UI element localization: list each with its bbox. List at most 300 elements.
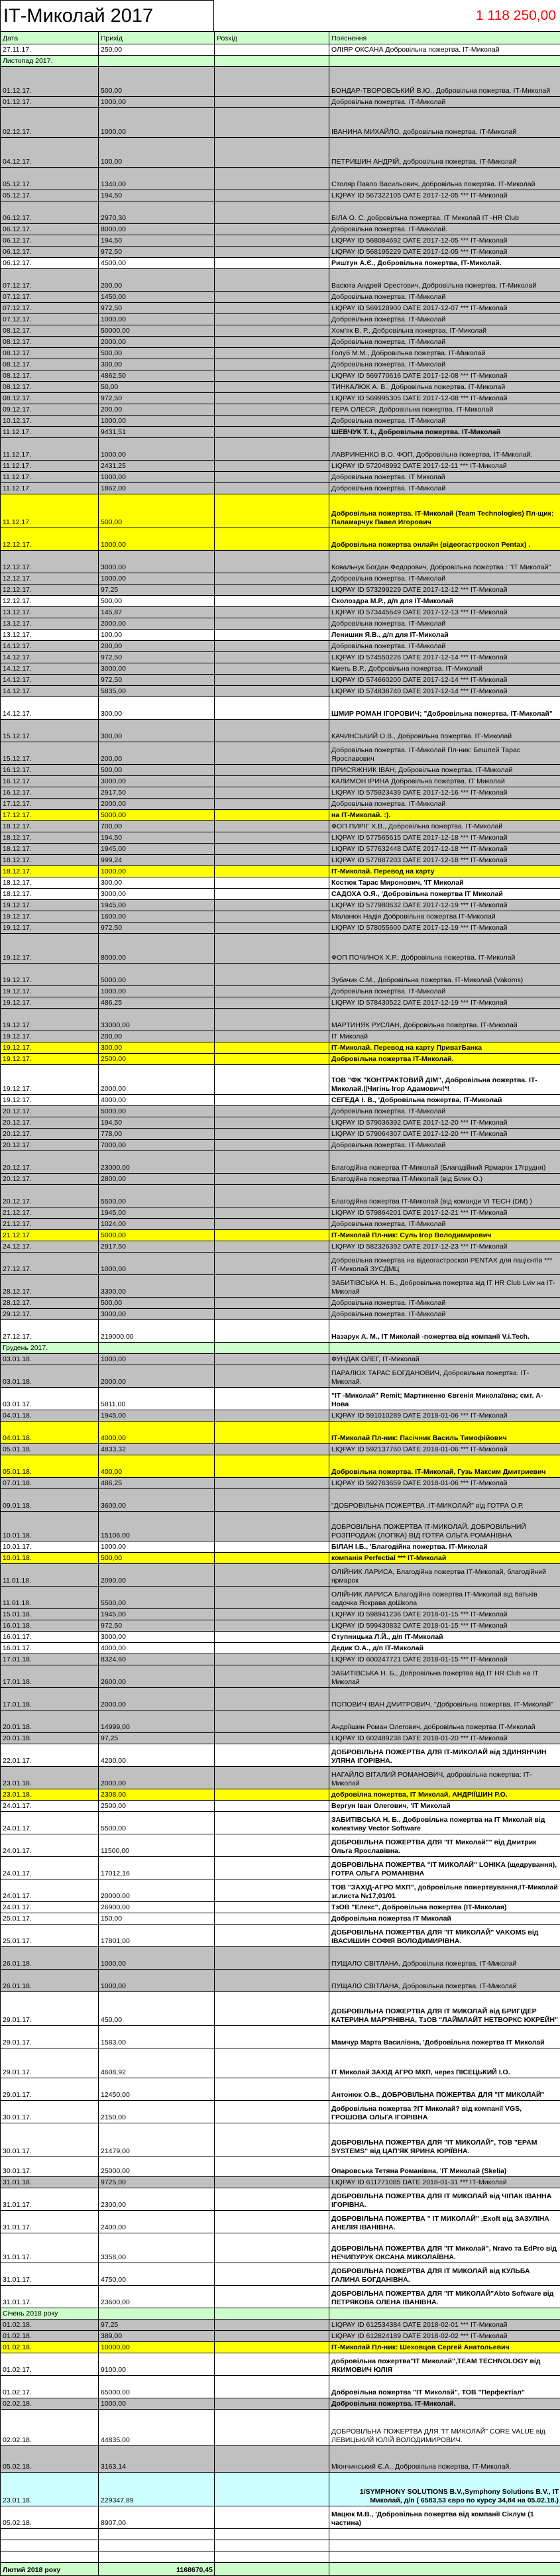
date-cell: 13.12.17. [1, 630, 99, 641]
expense-cell [215, 2473, 329, 2506]
table-row [1, 2320, 560, 2331]
expense-cell [215, 1812, 329, 1834]
expense-cell [215, 404, 329, 416]
expense-cell [215, 997, 329, 1009]
income-cell: 65000,00 [99, 2376, 215, 2398]
date-cell: 31.01.17. [1, 2233, 99, 2263]
income-cell: 300,00 [99, 697, 215, 720]
expense-cell [215, 720, 329, 742]
income-cell: 4000,00 [99, 1643, 215, 1654]
expense-cell [215, 2506, 329, 2529]
expense-cell [215, 1054, 329, 1065]
expense-cell [215, 1688, 329, 1710]
page-title: ІТ-Миколай 2017 [0, 0, 214, 31]
expense-cell [215, 889, 329, 900]
table-row [1, 1489, 560, 1512]
note-cell: LIQPAY ID 573299229 DATE 2017-12-12 *** ІТ-Миколай [329, 585, 560, 596]
expense-cell [215, 1230, 329, 1241]
date-cell: 11.12.17. [1, 438, 99, 461]
expense-cell [215, 1913, 329, 1925]
income-cell: 1000,00 [99, 986, 215, 997]
expense-cell [215, 1117, 329, 1129]
table-row [1, 866, 560, 877]
note-cell: Васюта Андрей Орестович, Добровільна пожертва. ІТ-Миколай [329, 269, 560, 292]
expense-cell [215, 2540, 329, 2551]
table-row [1, 2376, 560, 2398]
note-cell: Добровільна пожертва. ІТ-Миколай [329, 641, 560, 652]
expense-cell [215, 2551, 329, 2563]
date-cell: 27.12.17. [1, 1320, 99, 1343]
expense-cell [215, 2563, 329, 2576]
note-cell: ДОБРОВІЛЬНА ПОЖЕРТВА ДЛЯ "ІТ МИКОЛАЙ" CORE VALUE від ЛЕВИЦЬКИЙ ЮЛІЙ ВОЛОДИМИРОВИЧ. [329, 2410, 560, 2446]
income-cell: 1862,00 [99, 483, 215, 494]
note-cell: компанія Perfectial *** ІТ-Миколай [329, 1553, 560, 1564]
note-cell: ПЕТРИШИН АНДРІЙ, добровільна пожертва. ІТ-Миколай [329, 138, 560, 168]
income-cell: 200,00 [99, 269, 215, 292]
expense-cell [215, 641, 329, 652]
date-cell: 03.01.18. [1, 1365, 99, 1388]
date-cell: 06.12.17. [1, 258, 99, 269]
date-cell: 17.12.17. [1, 810, 99, 821]
note-cell: Добровільна пожертва "ІТ Миколай", ТОВ "Перфектіал" [329, 2376, 560, 2398]
table-row [1, 359, 560, 370]
income-cell: 999,24 [99, 855, 215, 866]
income-cell: 1000,00 [99, 866, 215, 877]
expense-cell [215, 1095, 329, 1106]
note-cell: Андріїшин Роман Олегович, добровільна пожертва ІТ-Миколай [329, 1710, 560, 1733]
table-row [1, 427, 560, 438]
date-cell: 08.12.17. [1, 359, 99, 370]
expense-cell [215, 2529, 329, 2540]
expense-cell [215, 821, 329, 832]
date-cell: 14.12.17. [1, 686, 99, 697]
income-cell: 300,00 [99, 720, 215, 742]
date-cell: 21.12.17. [1, 1230, 99, 1241]
note-cell: Кметь В.Р., Добровільна пожертва. ІТ-Миколай [329, 663, 560, 675]
note-cell: ІВАНИНА МИХАЙЛО, добровільна пожертва. ІТ-Миколай [329, 108, 560, 138]
income-cell: 194,50 [99, 235, 215, 247]
income-cell: 21479,00 [99, 2123, 215, 2157]
income-cell [99, 2308, 215, 2320]
table-row [1, 2123, 560, 2157]
table-row [1, 686, 560, 697]
income-cell: 2000,00 [99, 337, 215, 348]
income-cell: 9100,00 [99, 2353, 215, 2376]
note-cell: ЛАВРИНЕНКО В.О. ФОП, Добровільна пожертва, ІТ-Миколай. [329, 438, 560, 461]
table-row [1, 1241, 560, 1253]
date-cell: 18.12.17. [1, 866, 99, 877]
note-cell: LIQPAY ID 568195229 DATE 2017-12-05 *** ІТ-Миколай [329, 247, 560, 258]
date-cell: 05.02.18. [1, 2446, 99, 2473]
note-cell: добровілна пожертва, ІТ Миколай, АНДРІЇШИН Р.О. [329, 1789, 560, 1801]
expense-cell [215, 1031, 329, 1042]
expense-cell [215, 235, 329, 247]
income-cell: 3000,00 [99, 889, 215, 900]
table-row [1, 765, 560, 776]
table-row [1, 1643, 560, 1654]
income-cell: 1000,00 [99, 528, 215, 551]
table-row [1, 1733, 560, 1744]
income-cell: 5811,00 [99, 1388, 215, 1410]
table-row [1, 1902, 560, 1913]
note-cell: ОЛІЙНИК ЛАРИСА Благодійна пожертва ІТ-Миколай від батьків садочка Яскрава доШкола [329, 1587, 560, 1609]
date-cell: 19.12.17. [1, 1042, 99, 1054]
table-row [1, 742, 560, 765]
income-cell: 1168670,45 [99, 2563, 215, 2576]
expense-cell [215, 1767, 329, 1789]
expense-cell [215, 1654, 329, 1665]
note-cell: Добровільна пожертва. ІТ-Миколай [329, 359, 560, 370]
expense-cell [215, 190, 329, 201]
income-cell: 1450,00 [99, 292, 215, 303]
income-cell: 972,50 [99, 393, 215, 404]
expense-cell [215, 900, 329, 911]
expense-cell [215, 1879, 329, 1902]
expense-cell [215, 1947, 329, 1970]
income-cell: 1000,00 [99, 1354, 215, 1365]
table-row [1, 1444, 560, 1455]
date-cell: 16.01.18. [1, 1620, 99, 1632]
expense-cell [215, 1185, 329, 1207]
expense-cell [215, 1632, 329, 1643]
table-row [1, 1913, 560, 1925]
table-row [1, 1478, 560, 1489]
note-cell: LIQPAY ID 569995305 DATE 2017-12-08 *** ІТ-Миколай [329, 393, 560, 404]
expense-cell [215, 1320, 329, 1343]
note-cell: LIQPAY ID 579064307 DATE 2017-12-20 *** ІТ-Миколай [329, 1129, 560, 1140]
date-cell: 16.12.17. [1, 787, 99, 799]
expense-cell [215, 1541, 329, 1553]
table-row [1, 97, 560, 108]
note-cell: LIQPAY ID 577980632 DATE 2017-12-19 *** ІТ-Миколай [329, 900, 560, 911]
note-cell: Добровільна пожертва. ІТ Миколай [329, 472, 560, 483]
expense-cell [215, 2398, 329, 2410]
table-row [1, 821, 560, 832]
date-cell: 09.01.18. [1, 1489, 99, 1512]
table-row [1, 2188, 560, 2211]
income-cell: 4000,00 [99, 1095, 215, 1106]
note-cell: МАРТИНЯК РУСЛАН, Добровільна пожертва. ІТ-Миколай [329, 1009, 560, 1031]
table-row [1, 1553, 560, 1564]
date-cell: 29.01.17. [1, 2078, 99, 2101]
income-cell: 2000,00 [99, 1365, 215, 1388]
table-row [1, 2342, 560, 2353]
note-cell: Добровільна пожертва. ІТ-Миколай Пл-ник: Бешлей Тарас Ярославович [329, 742, 560, 765]
table-row [1, 1320, 560, 1343]
date-cell: 02.02.18. [1, 2398, 99, 2410]
date-cell: 19.12.17. [1, 1065, 99, 1095]
income-cell: 400,00 [99, 1455, 215, 1478]
note-cell: ПОПОВИЧ ІВАН ДМИТРОВИЧ, "Добровільна пожертва. ІТ-Миколай" [329, 1688, 560, 1710]
income-cell: 1000,00 [99, 314, 215, 325]
expense-cell [215, 224, 329, 235]
income-cell: 1000,00 [99, 1947, 215, 1970]
date-cell: 22.01.17. [1, 1744, 99, 1767]
note-cell: ПРИСЯЖНИК ІВАН, Добровільна пожертва. ІТ-Миколай [329, 765, 560, 776]
income-cell: 10000,00 [99, 2342, 215, 2353]
note-cell: САДОХА О.Я., 'Добровільна пожертва ІТ Миколай [329, 889, 560, 900]
date-cell: 24.01.17. [1, 1857, 99, 1879]
note-cell: Добровільна пожертва. ІТ-Миколай [329, 292, 560, 303]
expense-cell [215, 1042, 329, 1054]
income-cell: 3000,00 [99, 1632, 215, 1643]
date-cell: 31.01.17. [1, 2211, 99, 2233]
note-cell: Добровільна пожертва. ІТ-Миколай (Team Technologies) Пл-щик: Паламарчук Павел Игорович [329, 494, 560, 528]
date-cell: 05.01.18. [1, 1455, 99, 1478]
table-row [1, 618, 560, 630]
expense-cell [215, 2308, 329, 2320]
table-row [1, 1354, 560, 1365]
date-cell: 30.01.17. [1, 2101, 99, 2123]
table-row [1, 1970, 560, 1992]
note-cell: добровільна пожертва"ІТ Миколай",TEAM TECHNOLOGY від ЯКИМОВИЧ ЮЛІЯ [329, 2353, 560, 2376]
income-cell: 8324,60 [99, 1654, 215, 1665]
date-cell: 28.12.17. [1, 1298, 99, 1309]
grand-total: 1 118 250,00 [214, 0, 560, 31]
income-cell: 11500,00 [99, 1834, 215, 1857]
income-cell: 4833,32 [99, 1444, 215, 1455]
date-cell [1, 2529, 99, 2540]
note-cell: Ленишин Я.В., д/п для ІТ-Миколай [329, 630, 560, 641]
expense-cell [215, 2188, 329, 2211]
income-cell: 500,00 [99, 67, 215, 97]
date-cell: 01.02.17. [1, 2376, 99, 2398]
expense-cell [215, 1174, 329, 1185]
date-cell: 24.01.17. [1, 1834, 99, 1857]
date-cell: 19.12.17. [1, 997, 99, 1009]
table-row [1, 1207, 560, 1219]
income-cell: 23600,00 [99, 2286, 215, 2308]
table-row [1, 2048, 560, 2078]
date-cell: 16.12.17. [1, 776, 99, 787]
note-cell: Благодійна пожертва ІТ-Миколай (Благодійний Ярмарок 17грудня) [329, 1151, 560, 1174]
note-cell: Добровільна пожертва. ІТ-Миколай [329, 416, 560, 427]
expense-cell [215, 325, 329, 337]
expense-cell [215, 866, 329, 877]
expense-cell [215, 1620, 329, 1632]
date-cell: 06.12.17. [1, 235, 99, 247]
income-cell: 500,00 [99, 1298, 215, 1309]
income-cell: 1600,00 [99, 911, 215, 923]
date-cell: 20.01.18. [1, 1710, 99, 1733]
note-cell: ФОП ПОЧИНОК Х.Р., Добровільна пожертва. ІТ-Миколай [329, 934, 560, 964]
date-cell: 20.12.17. [1, 1106, 99, 1117]
expense-cell [215, 1207, 329, 1219]
expense-cell [215, 2101, 329, 2123]
table-row [1, 138, 560, 168]
income-cell: 97,25 [99, 585, 215, 596]
date-cell: 05.01.18. [1, 1444, 99, 1455]
expense-cell [215, 585, 329, 596]
note-cell: ОЛІЙНИК ЛАРИСА, Благодійна пожертва ІТ-Миколай, благодійний ярмарок [329, 1564, 560, 1587]
expense-cell [215, 1106, 329, 1117]
expense-cell [215, 787, 329, 799]
expense-cell [215, 1992, 329, 2026]
income-cell: 3358,00 [99, 2233, 215, 2263]
date-cell: 12.12.17. [1, 585, 99, 596]
date-cell: 12.12.17. [1, 528, 99, 551]
table-row [1, 889, 560, 900]
note-cell: Опаровська Тетяна Романівна, 'ІТ Миколай (Skelia) [329, 2157, 560, 2177]
income-cell: 20000,00 [99, 1879, 215, 1902]
note-cell: LIQPAY ID 578055600 DATE 2017-12-19 *** ІТ-Миколай [329, 923, 560, 934]
income-cell: 26900,00 [99, 1902, 215, 1913]
income-cell: 7000,00 [99, 1140, 215, 1151]
table-row [1, 2211, 560, 2233]
income-cell: 150,00 [99, 1913, 215, 1925]
note-cell: "ІТ -Миколай" Remit; Мартиненко Євгенія Миколаївна; смт. А-Нова [329, 1388, 560, 1410]
date-cell: 08.12.17. [1, 382, 99, 393]
expense-cell [215, 2078, 329, 2101]
date-cell: 05.02.18. [1, 2506, 99, 2529]
expense-cell [215, 1009, 329, 1031]
table-row [1, 1947, 560, 1970]
note-cell: 1/SYMPHONY SOLUTIONS B.V.,Symphony Solutions B.V., ІТ Миколай, д/п ( 6583,53 євро по курсу 34,84 на 05.02.18.) [329, 2473, 560, 2506]
table-row [1, 1879, 560, 1902]
income-cell: 1000,00 [99, 438, 215, 461]
income-cell: 5000,00 [99, 1106, 215, 1117]
date-cell: 01.02.18. [1, 2342, 99, 2353]
date-cell: 08.12.17. [1, 348, 99, 359]
income-cell: 12450,00 [99, 2078, 215, 2101]
date-cell: 07.12.17. [1, 269, 99, 292]
date-cell: 24.12.17. [1, 1241, 99, 1253]
income-cell: 200,00 [99, 404, 215, 416]
note-cell: Вергун Іван Олегович, 'ІТ Миколай [329, 1801, 560, 1812]
income-cell: 972,50 [99, 247, 215, 258]
date-cell: 16.12.17. [1, 765, 99, 776]
income-cell: 972,50 [99, 923, 215, 934]
income-cell: 500,00 [99, 494, 215, 528]
expense-cell [215, 1587, 329, 1609]
note-cell: БІЛА О. С. добровільна пожертва. ІТ Миколай ІТ -HR Club [329, 201, 560, 224]
income-cell: 2800,00 [99, 1174, 215, 1185]
date-cell: 28.12.17. [1, 1275, 99, 1298]
date-cell: 04.01.18. [1, 1410, 99, 1422]
date-cell: 30.01.17. [1, 2123, 99, 2157]
date-cell: 11.01.18. [1, 1587, 99, 1609]
date-cell: 02.02.18. [1, 2410, 99, 2446]
note-cell: ІТ-Миколай. Перевод на карту ПриватБанка [329, 1042, 560, 1054]
income-cell: 778,00 [99, 1129, 215, 1140]
income-cell: 972,50 [99, 303, 215, 314]
note-cell: LIQPAY ID 574660200 DATE 2017-12-14 *** ІТ-Миколай [329, 675, 560, 686]
expense-cell [215, 1789, 329, 1801]
expense-cell [215, 67, 329, 97]
income-cell: 300,00 [99, 1042, 215, 1054]
note-cell: ШЕВЧУК Т. І., Добровільна пожертва. ІТ-Миколай [329, 427, 560, 438]
date-cell: 17.01.18. [1, 1665, 99, 1688]
note-cell: Добровільна пожертва. ІТ-Миколай [329, 986, 560, 997]
expense-cell [215, 1643, 329, 1654]
date-cell: 16.01.17. [1, 1643, 99, 1654]
expense-cell [215, 382, 329, 393]
note-cell: ГЕРА ОЛЕСЯ, Добровільна пожертва. ІТ-Миколай [329, 404, 560, 416]
income-cell [99, 1343, 215, 1354]
expense-cell [215, 2263, 329, 2286]
income-cell: 500,00 [99, 765, 215, 776]
date-cell: 31.01.18. [1, 2177, 99, 2188]
date-cell: 04.01.18. [1, 1422, 99, 1444]
note-cell: СЕГЕДА І. В., 'Добровільна пожертва, ІТ-Миколай [329, 1095, 560, 1106]
income-cell: 229347,89 [99, 2473, 215, 2506]
income-cell: 3000,00 [99, 663, 215, 675]
date-cell [1, 2551, 99, 2563]
date-cell: 31.01.17. [1, 2263, 99, 2286]
table-row [1, 2506, 560, 2529]
note-cell: ІТ-Миколай. Перевод на карту [329, 866, 560, 877]
note-cell: Хом'як В. Р., Добровільна пожертва, ІТ-Миколай [329, 325, 560, 337]
income-cell: 2600,00 [99, 1665, 215, 1688]
date-cell: 23.01.18. [1, 2473, 99, 2506]
income-cell: 500,00 [99, 596, 215, 607]
income-cell: 3163,14 [99, 2446, 215, 2473]
table-row [1, 201, 560, 224]
income-cell: 9431,51 [99, 427, 215, 438]
expense-cell [215, 742, 329, 765]
table-row [1, 844, 560, 855]
note-cell: LIQPAY ID 602489238 DATE 2018-01-20 *** ІТ-Миколай [329, 1733, 560, 1744]
expense-cell [215, 1241, 329, 1253]
empty-row [1, 2540, 560, 2551]
expense-cell [215, 2123, 329, 2157]
table-row [1, 1422, 560, 1444]
income-cell: 219000,00 [99, 1320, 215, 1343]
expense-cell [215, 393, 329, 404]
income-cell: 2917,50 [99, 787, 215, 799]
table-row [1, 1054, 560, 1065]
month-section-row [1, 56, 560, 67]
expense-cell [215, 348, 329, 359]
table-row [1, 551, 560, 573]
date-cell: 18.12.17. [1, 877, 99, 889]
expense-cell [215, 1388, 329, 1410]
income-cell: 15106,00 [99, 1512, 215, 1541]
date-cell: 21.12.17. [1, 1219, 99, 1230]
date-cell: 20.12.17. [1, 1185, 99, 1207]
income-cell [99, 2529, 215, 2540]
income-cell: 97,25 [99, 2320, 215, 2331]
expense-cell [215, 923, 329, 934]
note-cell: LIQPAY ID 573445649 DATE 2017-12-13 *** ІТ-Миколай [329, 607, 560, 618]
date-cell: 03.01.18. [1, 1354, 99, 1365]
note-cell: ТзОВ "Елекс", Добровільна пожертва (ІТ-Миколая) [329, 1902, 560, 1913]
expense-cell [215, 663, 329, 675]
income-cell: 1000,00 [99, 573, 215, 585]
note-cell: LIQPAY ID 569770616 DATE 2017-12-08 *** ІТ-Миколай [329, 370, 560, 382]
note-cell: ТИНКАЛЮК А. В., Добровільна пожертва. ІТ-Миколай [329, 382, 560, 393]
expense-cell [215, 97, 329, 108]
date-cell: 14.12.17. [1, 675, 99, 686]
table-row [1, 641, 560, 652]
note-cell: ЗАБИТІВСЬКА Н. Б., Добровільна пожертва на ІТ Миколай від колективу Vector Software [329, 1812, 560, 1834]
income-cell: 44835,00 [99, 2410, 215, 2446]
date-cell: 19.12.17. [1, 923, 99, 934]
note-cell: ДОБРОВІЛЬНА ПОЖЕРТВА ДЛЯ "ІТ МИКОЛАЙ", ТОВ "EPAM SYSTEMS" від ЦАП'ЯК ЯРИНА ЮРІЇВНА. [329, 2123, 560, 2157]
note-cell: LIQPAY ID 574550226 DATE 2017-12-14 *** ІТ-Миколай [329, 652, 560, 663]
date-cell: 17.01.18. [1, 1654, 99, 1665]
table-row [1, 1174, 560, 1185]
note-cell: на ІТ-Миколай. :). [329, 810, 560, 821]
expense-cell [215, 269, 329, 292]
table-row [1, 2398, 560, 2410]
note-cell: LIQPAY ID 572048992 DATE 2017-12-11 *** ІТ-Миколай [329, 461, 560, 472]
date-cell: 04.12.17. [1, 138, 99, 168]
empty-row [1, 2551, 560, 2563]
expense-cell [215, 2410, 329, 2446]
expense-cell [215, 964, 329, 986]
date-cell: 24.01.17. [1, 1812, 99, 1834]
